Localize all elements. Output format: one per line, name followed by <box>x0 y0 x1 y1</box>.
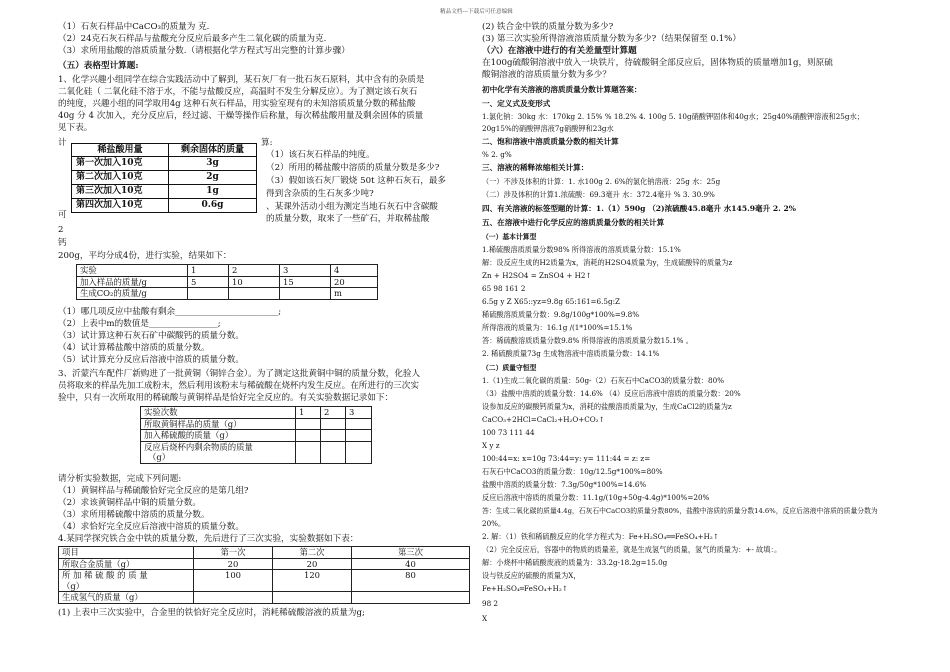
table-header-cell: 第二次 <box>273 547 352 559</box>
table-cell <box>273 592 352 604</box>
table-row <box>72 199 257 213</box>
table-cell: 1g <box>169 185 257 199</box>
basic-line-4: 65 98 161 2 <box>482 284 526 293</box>
table-cell: 第二次加入10克 <box>72 171 169 185</box>
table-cell <box>296 441 321 463</box>
table-cell: 所取合金质量（g） <box>59 558 194 570</box>
q0-line-3: （3）求所用盐酸的溶质质量分数.（请根据化学方程式写出完整的计算步骤） <box>58 46 350 56</box>
p2c: 200g，平均分成4份，进行实验，结果如下： <box>58 251 232 261</box>
p4-intro: 4.某同学探究铁合金中铁的质量分数，先后进行了三次实验，实验数据如下表： <box>58 534 359 544</box>
table-header-cell: 剩余固体的质量 <box>169 144 257 157</box>
basic-line-7: 所得溶液的质量为：16.1g /(1*100%=15.1% <box>482 323 633 332</box>
p3-line-2: 员将取来的样品先加工成粉末，然后利用该粉末与稀硫酸在烧杯内发生反应。在所进行的三次实 <box>58 381 419 391</box>
q2-item-3: （3）试计算这种石灰石矿中碳酸钙的质量分数。 <box>58 331 244 341</box>
q2-item-1: （1）哪几项反应中盐酸有剩余________________________; <box>58 307 282 317</box>
basic-line-9: 2. 稀硫酸质量73g 生成物溶液中溶质质量分数：14.1% <box>482 349 660 358</box>
answers-title: 初中化学有关溶液的溶质质量分数计算题答案： <box>482 85 642 94</box>
table-cell: 加入稀硫酸的质量（g） <box>141 430 296 442</box>
table-cell <box>296 430 321 442</box>
basic-line-3: Zn + H2SO4 = ZnSO4 + H2↑ <box>482 271 592 280</box>
table-cell <box>229 288 280 300</box>
answers-s3: 三、溶液的稀释浓缩相关计算： <box>482 163 589 172</box>
p1-line-5: 见下表。 <box>58 123 93 133</box>
side-q3a: （3）假如该石灰厂锻烧 50t 这种石灰石，最多 <box>266 176 447 186</box>
table-cell: 120 <box>273 570 352 592</box>
table-row <box>141 430 372 442</box>
table-cell <box>188 288 229 300</box>
table-row <box>59 547 470 559</box>
table-cell: 100 <box>194 570 273 592</box>
table-cell <box>321 441 346 463</box>
table-cell <box>346 418 372 430</box>
side-q1: （1）该石灰石样品的纯度。 <box>266 150 375 160</box>
table-cell: 实验次数 <box>141 407 296 419</box>
table-cell: 0.6g <box>169 199 257 213</box>
cons-line-2: （3）盐酸中溶质的质量分数：14.6% （4）反应后溶液中溶质的质量分数：20% <box>482 389 741 398</box>
right-top-1: (2) 铁合金中铁的质量分数为多少? <box>482 22 614 32</box>
table-cell <box>280 288 331 300</box>
table-cell: 15 <box>280 276 331 288</box>
side-gai: 钙 <box>58 238 67 248</box>
table-cell: 20 <box>331 276 378 288</box>
p1-line-1: 1、化学兴趣小组同学在综合实践活动中了解到，某石灰厂有一批石灰石原料，其中含有的杂质是 <box>58 75 425 85</box>
table-cell: 40 <box>352 558 470 570</box>
answers-s2a: % 2. g% <box>482 150 512 159</box>
side-p2a: 、某课外活动小组为测定当地石灰石中含碳酸 <box>266 202 438 212</box>
table-cell <box>352 592 470 604</box>
table-cell: 4 <box>331 265 378 277</box>
p3-line-1: 3、沂蒙汽车配件厂新购进了一批黄铜（铜锌合金）。为了测定这批黄铜中铜的质量分数，化验人 <box>58 369 421 379</box>
table-limestone-experiment <box>76 264 378 300</box>
table-cell: 所取黄铜样品的质量（g） <box>141 418 296 430</box>
table-cell: 5 <box>188 276 229 288</box>
p6-line-2: 酸铜溶液的溶质质量分数为多少？ <box>482 70 611 80</box>
table-cell: 第三次加入10克 <box>72 185 169 199</box>
p1-line-2: 二氧化硅（ 二氧化硅不溶于水，不能与盐酸反应，高温时不发生分解反应）。为了测定该石灰石 <box>58 87 418 97</box>
table-cell: 20 <box>273 558 352 570</box>
table-header-cell: 项目 <box>59 547 194 559</box>
cons-line-7: 100:44=x: x=10g 73:44=y: y= 111:44 = z: z= <box>482 454 651 463</box>
q3-item-3: （3）求所用稀硫酸中溶质的质量分数。 <box>58 510 210 520</box>
answers-s3a: （一）不涉及体积的计算：1. 水100g 2. 6%的氯化钠溶液：25g 水：25g <box>482 177 721 186</box>
table-cell: 2 <box>321 407 346 419</box>
table-row <box>141 407 372 419</box>
table-row <box>59 592 470 604</box>
q3-item-1: （1）黄铜样品与稀硫酸恰好完全反应的是第几组? <box>58 486 249 496</box>
section-6-heading: （六）在溶液中进行的有关差量型计算题 <box>482 46 637 56</box>
table-row <box>77 265 378 277</box>
answers-s5a: （一）基本计算型 <box>482 233 537 241</box>
cons-line-3: 设参加反应的碳酸钙质量为x，消耗的盐酸溶质质量为y，生成CaCl2的质量为z <box>482 402 732 411</box>
table-header-cell: 第三次 <box>352 547 470 559</box>
table-row <box>141 418 372 430</box>
table-cell <box>141 441 296 463</box>
table-header-cell: 第一次 <box>194 547 273 559</box>
q3-item-4: （4）求恰好完全反应后溶液中溶质的质量分数。 <box>58 522 244 532</box>
q0-line-2: （2）24克石灰石样品与盐酸充分反应后最多产生二氧化碳的质量为克. <box>58 34 327 44</box>
cons-line-13: 2. 解：（1）铁和稀硫酸反应的化学方程式为：Fe+H₂SO₄══FeSO₄+H₂↑ <box>482 532 719 541</box>
table-row <box>72 157 257 171</box>
answers-s5: 五、在溶液中进行化学反应的溶质质量分数的相关计算 <box>482 218 665 227</box>
table-row <box>59 558 470 570</box>
table-header-cell: 稀盐酸用量 <box>72 144 169 157</box>
answers-s2: 二、饱和溶液中溶质质量分数的相关计算 <box>482 137 619 146</box>
cons-line-15: 解：小烧杯中稀硫酸废液的质量为：33.2g-18.2g=15.0g <box>482 558 668 567</box>
table-cell: 3 <box>346 407 372 419</box>
answers-s1b: 20g15%的硝酸钾溶液7g硝酸钾和23g水 <box>482 124 614 133</box>
table-row <box>77 288 378 300</box>
p3-line-3: 验中，只有一次所取用的稀硫酸与黄铜样品是恰好完全反应的。有关实验数据记录如下： <box>58 393 394 403</box>
answers-s3b: （二）涉及体积的计算1.浓硫酸：69.3毫升 水：372.4毫升 % 3. 30.9% <box>482 190 715 199</box>
table-cell: 第四次加入10克 <box>72 199 169 213</box>
answers-s1a: 1.氯化钠：30kg 水：170kg 2. 15% % 18.2% 4. 100g 5. 10g硝酸钾固体和40g水；25g40%硝酸钾溶液和25g水； <box>482 112 864 121</box>
table-row <box>72 171 257 185</box>
table-brass-experiment <box>140 406 372 464</box>
cons-line-9: 盐酸中溶质的质量分数：7.3g/50g*100%=14.6% <box>482 480 647 489</box>
q0-line-1: （1）石灰石样品中CaCO₃的质量为 克. <box>58 22 210 32</box>
table-cell: 2g <box>169 171 257 185</box>
cons-line-8: 石灰石中CaCO3的质量分数：10g/12.5g*100%=80% <box>482 467 663 476</box>
side-ji: 计 <box>58 138 67 148</box>
cons-line-10: 反应后溶液中溶质的质量分数：11.1g/(10g+50g-4.4g)*100%=20% <box>482 493 710 502</box>
basic-line-8: 答：稀硫酸溶质质量分数9.8% 所得溶液的溶质质量分数15.1% 。 <box>482 336 693 345</box>
table-cell-line: 所 加 稀 硫 酸 的 质 量 <box>62 570 148 580</box>
table-cell: 生成氢气的质量（g） <box>59 592 194 604</box>
side-suan: 算: <box>261 138 273 148</box>
table-row <box>72 185 257 199</box>
q3-item-0: 请分析实验数据，完成下列问题: <box>58 474 182 484</box>
table-row <box>77 276 378 288</box>
table-cell-line: （g） <box>148 452 171 462</box>
cons-line-16: 设与铁反应的硫酸的质量为X， <box>482 571 581 580</box>
side-ke: 可 <box>58 210 67 220</box>
table-cell: 10 <box>229 276 280 288</box>
table-cell <box>59 570 194 592</box>
table-iron-alloy <box>58 546 470 604</box>
cons-line-18: 98 2 <box>482 599 499 608</box>
table-cell: 1 <box>296 407 321 419</box>
table-row <box>59 570 470 592</box>
table-cell <box>346 430 372 442</box>
table-cell <box>321 418 346 430</box>
table-cell: 生成CO₂的质量/g <box>77 288 188 300</box>
table-cell <box>346 441 372 463</box>
table-cell: 加入样品的质量/g <box>77 276 188 288</box>
table-cell: 20 <box>194 558 273 570</box>
q2-item-2: （2）上表中m的数值是________________; <box>58 319 221 329</box>
table-cell: 第一次加入10克 <box>72 157 169 171</box>
right-top-2: (3) 第三次实验所得溶液溶质质量分数为多少?（结果保留至 0.1%） <box>482 34 741 44</box>
basic-line-6: 稀硫酸溶质质量分数：9.8g/100g*100%=9.8% <box>482 310 640 319</box>
side-q3b: 得到含杂质的生石灰多少吨? <box>266 189 374 199</box>
table-cell <box>321 430 346 442</box>
table-cell: m <box>331 288 378 300</box>
cons-line-4: CaCO₃+2HCl=CaCl₂+H₂O+CO₂↑ <box>482 415 605 424</box>
cons-line-12: 20%。 <box>482 519 506 528</box>
table-hcl-solid <box>71 143 257 213</box>
cons-line-6: X y z <box>482 441 500 450</box>
cons-line-14: （2）完全反应后，容器中的物质的质量差，就是生成氢气的质量，氢气的质量为：+- 故填：。 <box>482 545 782 554</box>
basic-line-2: 解：设反应生成的H2质量为x，消耗的H2SO4质量为y，生成硫酸锌的质量为z <box>482 258 733 267</box>
basic-line-1: 1.稀硫酸溶质质量分数98% 所得溶液的溶质质量分数：15.1% <box>482 245 681 254</box>
cons-line-5: 100 73 111 44 <box>482 428 535 437</box>
answers-s5b: （二）质量守恒型 <box>482 364 537 372</box>
table-cell: 1 <box>188 265 229 277</box>
table-cell-line: 反应后烧杯内剩余物质的质量 <box>144 441 253 452</box>
table-cell: 2 <box>229 265 280 277</box>
table-row <box>72 144 257 157</box>
cons-line-1: 1.（1)生成二氧化碳的质量：50g-（2）石灰石中CaCO3的质量分数：80% <box>482 376 725 385</box>
p1-line-3: 的纯度，兴趣小组的同学取用4g 这种石灰石样品，用实验室现有的未知溶质质量分数的稀盐酸 <box>58 99 416 109</box>
side-two: 2 <box>58 225 64 235</box>
cons-line-11: 答：生成二氧化碳的质量4.4g，石灰石中CaCO3的质量分数80%，盐酸中溶质的质量分数14.6%，反应后溶液中溶质的质量分数为 <box>482 507 878 515</box>
side-p2b: 的质量分数，取来了一些矿石，并取稀盐酸 <box>266 214 430 224</box>
table-cell-line: （g） <box>62 580 85 591</box>
table-row <box>141 441 372 463</box>
table-cell: 3g <box>169 157 257 171</box>
cons-line-17: Fe+H₂SO₄═FeSO₄+H₂↑ <box>482 584 568 593</box>
header-watermark: 精品文档---下载后可任意编辑 <box>440 9 513 15</box>
p6-line-1: 在100g硫酸铜溶液中放入一块铁片，待硫酸铜全部反应后，固体物质的质量增加1g，则原硫 <box>482 58 833 68</box>
table-cell <box>296 418 321 430</box>
basic-line-5: 6.5g y Z X65::yz=9.8g 65:161=6.5g:Z <box>482 297 620 306</box>
table-cell: 实验 <box>77 265 188 277</box>
table-cell: 3 <box>280 265 331 277</box>
q3-item-2: （2）求该黄铜样品中铜的质量分数。 <box>58 498 201 508</box>
side-q2: （2）所用的稀盐酸中溶质的质量分数是多少? <box>266 163 440 173</box>
table-cell: 80 <box>352 570 470 592</box>
q4-item-1: (1) 上表中三次实验中，合金里的铁恰好完全反应时，消耗稀硫酸溶液的质量为g; <box>58 608 365 618</box>
section-5-heading: （五）表格型计算题: <box>58 61 139 71</box>
p1-line-4: 40g 分 4 次加入，充分反应后，经过滤、干燥等操作后称量，每次稀盐酸用量及剩余固体的质量 <box>58 111 424 121</box>
answers-s4: 四、有关溶液的标签型题的计算：1.（1）590g （2)浓硫酸45.8毫升 水145.9毫升 2. 2% <box>482 204 796 213</box>
cons-line-19: X <box>482 614 488 623</box>
table-cell <box>194 592 273 604</box>
answers-s1: 一、定义式及变形式 <box>482 99 551 108</box>
q2-item-4: （4）试计算稀盐酸中溶质的质量分数。 <box>58 343 210 353</box>
q2-item-5: （5）试计算充分反应后溶液中溶质的质量分数。 <box>58 355 244 365</box>
